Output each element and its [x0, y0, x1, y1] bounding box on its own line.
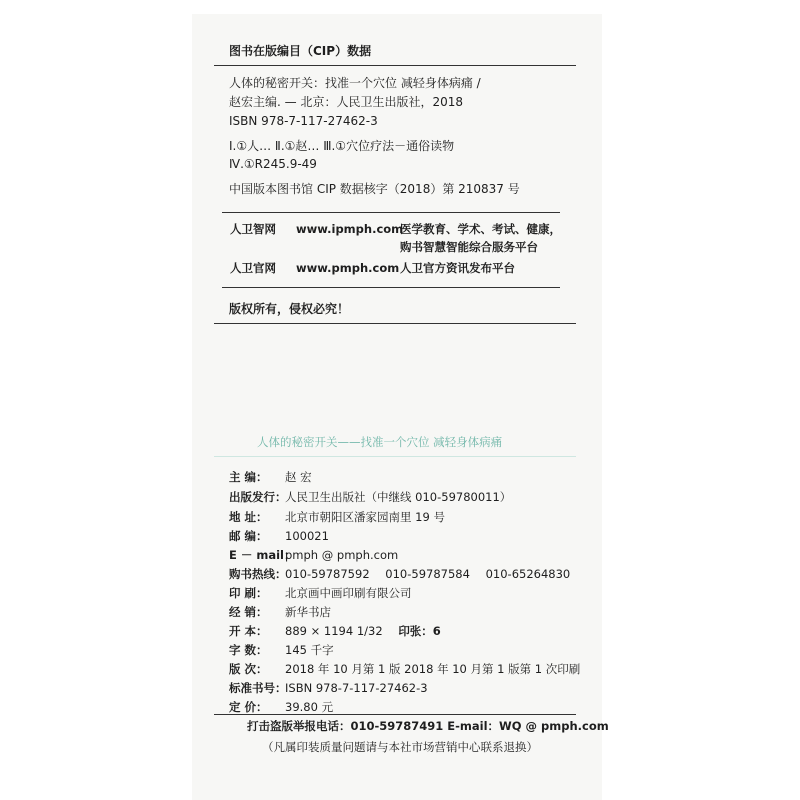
- info-value: 新华书店: [285, 605, 331, 619]
- info-label: 定 价：: [229, 700, 268, 714]
- copyright-rule: [214, 323, 576, 324]
- cip-isbn: ISBN 978-7-117-27462-3: [229, 114, 378, 128]
- quality-notice: （凡属印装质量问题请与本社市场营销中心联系退换）: [262, 740, 538, 754]
- info-label: 开 本：: [229, 624, 268, 638]
- info-value: 145 千字: [285, 643, 334, 657]
- info-value: 北京市朝阳区潘家园南里 19 号: [285, 510, 445, 524]
- info-label: 主 编：: [229, 470, 268, 484]
- copyright-notice: 版权所有，侵权必究！: [229, 302, 350, 316]
- website-name: 人卫智网: [230, 222, 276, 236]
- website-url[interactable]: www.ipmph.com: [296, 222, 404, 236]
- info-value: ISBN 978-7-117-27462-3: [285, 681, 428, 695]
- info-value: 人民卫生出版社（中继线 010-59780011）: [285, 490, 512, 504]
- website-desc: 医学教育、学术、考试、健康，: [400, 222, 561, 236]
- piracy-report-line: 打击盗版举报电话：010-59787491 E-mail：WQ @ pmph.com: [247, 719, 609, 733]
- info-label: 字 数：: [229, 643, 268, 657]
- info-value: 39.80 元: [285, 700, 334, 714]
- cip-title-line: 人体的秘密开关：找准一个穴位 减轻身体病痛 /: [229, 76, 481, 90]
- info-value: 889 × 1194 1/32 印张：6: [285, 624, 441, 638]
- cip-verify-number: 中国版本图书馆 CIP 数据核字（2018）第 210837 号: [229, 182, 520, 196]
- info-label: 地 址：: [229, 510, 268, 524]
- info-label: 经 销：: [229, 605, 268, 619]
- footer-rule: [214, 714, 576, 715]
- website-box: [222, 212, 560, 288]
- cip-classification-1: Ⅰ.①人… Ⅱ.①赵… Ⅲ.①穴位疗法－通俗读物: [229, 139, 455, 153]
- website-name: 人卫官网: [230, 261, 276, 275]
- website-url[interactable]: www.pmph.com: [296, 261, 400, 275]
- info-label: 邮 编：: [229, 529, 268, 543]
- info-value: pmph @ pmph.com: [285, 548, 399, 562]
- info-label: E － mail：: [229, 548, 296, 562]
- info-label: 版 次：: [229, 662, 268, 676]
- cip-heading: 图书在版编目（CIP）数据: [229, 44, 372, 58]
- info-value: 2018 年 10 月第 1 版 2018 年 10 月第 1 版第 1 次印刷: [285, 662, 581, 676]
- cip-classification-2: Ⅳ.①R245.9-49: [229, 157, 317, 171]
- bleed-through-watermark: [225, 330, 375, 440]
- info-label: 购书热线：: [229, 567, 287, 581]
- info-label: 印 刷：: [229, 586, 268, 600]
- website-desc-2: 购书智慧智能综合服务平台: [400, 240, 538, 254]
- info-value: 100021: [285, 529, 329, 543]
- info-label: 标准书号：: [229, 681, 287, 695]
- cip-author-line: 赵宏主编. — 北京：人民卫生出版社，2018: [229, 95, 463, 109]
- info-value: 赵 宏: [285, 470, 312, 484]
- info-value: 010-59787592 010-59787584 010-65264830: [285, 567, 571, 581]
- website-desc: 人卫官方资讯发布平台: [400, 261, 515, 275]
- cip-top-rule: [214, 65, 576, 66]
- info-label: 出版发行：: [229, 490, 287, 504]
- info-value: 北京画中画印刷有限公司: [285, 586, 412, 600]
- series-title-rule: [214, 456, 576, 457]
- series-title: 人体的秘密开关——找准一个穴位 减轻身体病痛: [257, 435, 503, 449]
